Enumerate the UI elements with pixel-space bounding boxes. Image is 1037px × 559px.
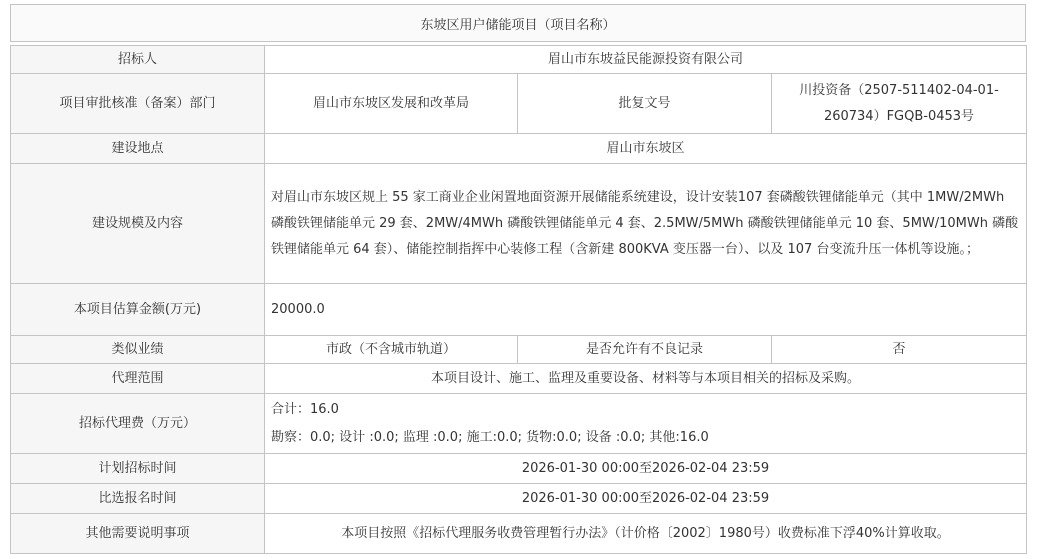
agency-fee-total: 合计：16.0 xyxy=(271,401,339,417)
approval-dept-value: 眉山市东坡区发展和改革局 xyxy=(265,74,518,134)
scope-value: 对眉山市东坡区规上 55 家工商业企业闲置地面资源开展储能系统建设，设计安装107 套磷酸铁锂储能单元（其中 1MW/2MWh 磷酸铁锂储能单元 29 套、2MW/4MWh 磷酸铁锂储能单元 4 套、2.5MW/5MWh 磷酸铁锂储能单元 10 套、5MW/10MWh 磷酸铁锂储能单元 64 套）、储能控制指挥中心装修工程（含新建 800KVA 变压器一台）、以及 107 台变流升压一体机等设施。； xyxy=(265,164,1027,284)
performance-value: 市政（不含城市轨道） xyxy=(265,336,518,364)
table-row xyxy=(11,336,1027,364)
table-row xyxy=(11,484,1027,514)
bad-record-label: 是否允许有不良记录 xyxy=(518,336,772,364)
bad-record-value: 否 xyxy=(772,336,1027,364)
location-value: 眉山市东坡区 xyxy=(265,134,1027,164)
table-row xyxy=(11,74,1027,134)
agency-scope-label: 代理范围 xyxy=(11,364,265,394)
tenderer-value: 眉山市东坡益民能源投资有限公司 xyxy=(265,46,1027,74)
agency-scope-value: 本项目设计、施工、监理及重要设备、材料等与本项目相关的招标及采购。 xyxy=(265,364,1027,394)
table-row xyxy=(11,46,1027,74)
approval-doc-value: 川投资备（2507-511402-04-01-260734）FGQB-0453号 xyxy=(772,74,1027,134)
table-row xyxy=(11,454,1027,484)
plan-time-label: 计划招标时间 xyxy=(11,454,265,484)
agency-fee-label: 招标代理费（万元） xyxy=(11,394,265,454)
performance-label: 类似业绩 xyxy=(11,336,265,364)
table-row xyxy=(11,394,1027,454)
project-info-table xyxy=(10,45,1027,554)
scope-label: 建设规模及内容 xyxy=(11,164,265,284)
approval-dept-label: 项目审批核准（备案）部门 xyxy=(11,74,265,134)
signup-time-value: 2026-01-30 00:00至2026-02-04 23:59 xyxy=(265,484,1027,514)
table-row xyxy=(11,514,1027,554)
table-row xyxy=(11,284,1027,336)
table-row xyxy=(11,134,1027,164)
plan-time-value: 2026-01-30 00:00至2026-02-04 23:59 xyxy=(265,454,1027,484)
page-title: 东坡区用户储能项目（项目名称） xyxy=(10,4,1026,42)
budget-value: 20000.0 xyxy=(265,284,1027,336)
location-label: 建设地点 xyxy=(11,134,265,164)
tenderer-label: 招标人 xyxy=(11,46,265,74)
signup-time-label: 比选报名时间 xyxy=(11,484,265,514)
budget-label: 本项目估算金额(万元) xyxy=(11,284,265,336)
table-row xyxy=(11,364,1027,394)
other-label: 其他需要说明事项 xyxy=(11,514,265,554)
other-value: 本项目按照《招标代理服务收费管理暂行办法》（计价格〔2002〕1980号）收费标准下浮40%计算收取。 xyxy=(265,514,1027,554)
agency-fee-value xyxy=(265,394,1027,454)
table-row xyxy=(11,164,1027,284)
approval-doc-label: 批复文号 xyxy=(518,74,772,134)
agency-fee-detail: 勘察：0.0; 设计 :0.0; 监理 :0.0; 施工:0.0; 货物:0.0; 设备 :0.0; 其他:16.0 xyxy=(271,429,709,445)
